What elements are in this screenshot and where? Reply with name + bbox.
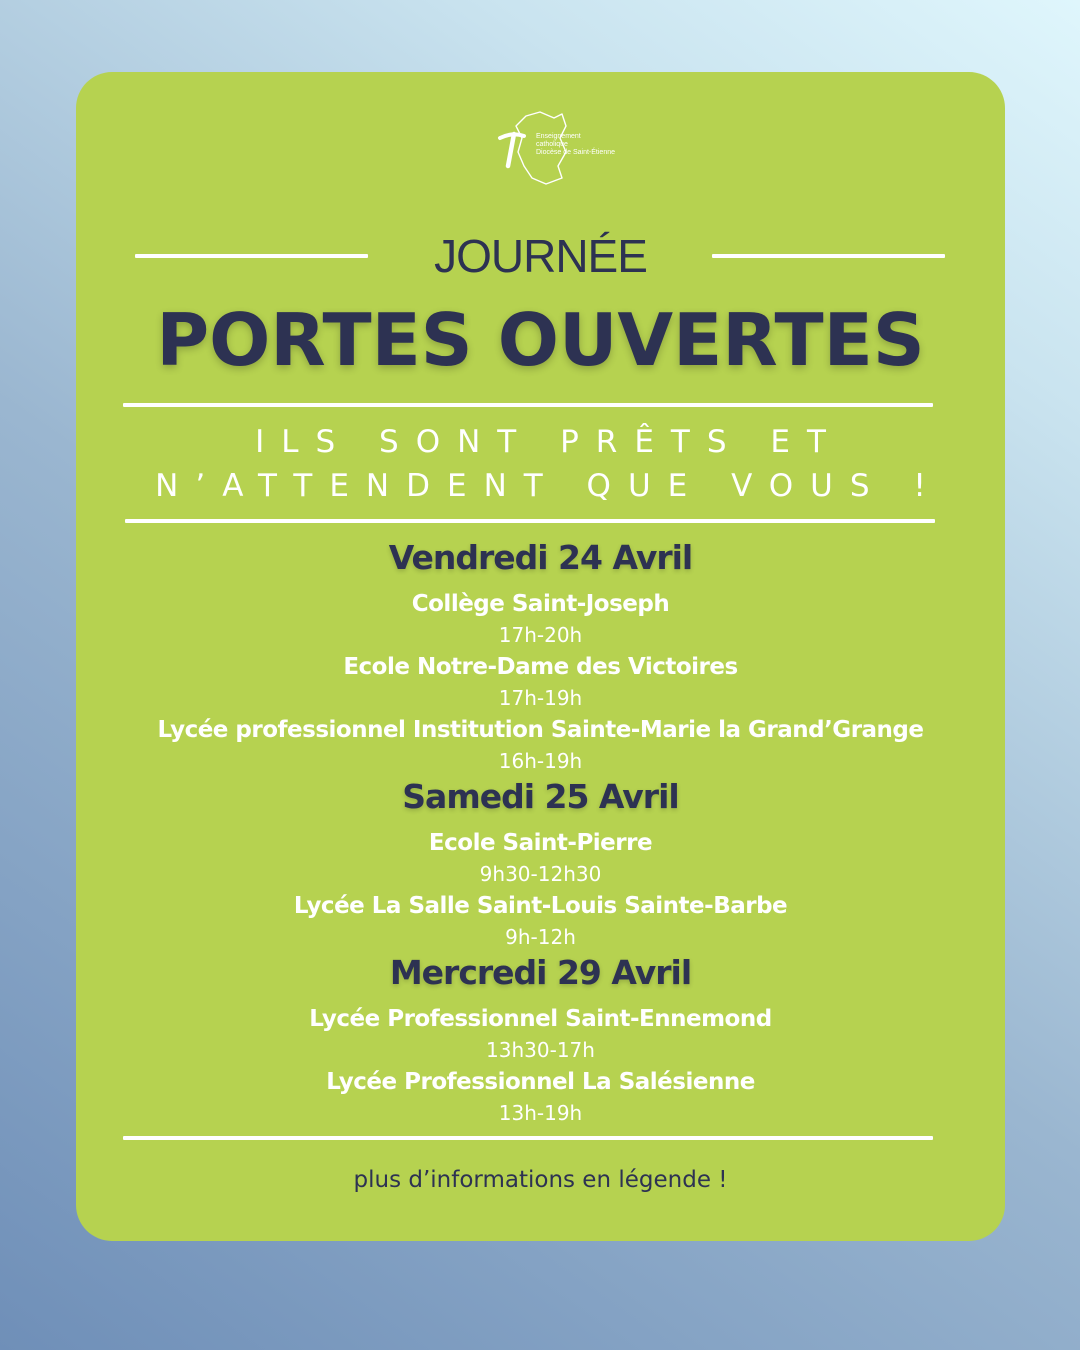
day-block [76, 777, 1005, 953]
divider-bottom [123, 1136, 933, 1140]
event-hours: 9h-12h [505, 925, 576, 949]
event-hours: 13h-19h [498, 1101, 583, 1125]
day-block [76, 953, 1005, 1129]
event-hours: 9h30-12h30 [479, 862, 602, 886]
day-block [76, 538, 1005, 777]
school-name: Lycée Professionnel Saint-Ennemond [309, 1006, 772, 1032]
school-name: Ecole Notre-Dame des Victoires [343, 654, 738, 680]
school-name: Lycée La Salle Saint-Louis Sainte-Barbe [293, 893, 788, 919]
tagline-line-1: ILS SONT PRÊTS ET [255, 424, 843, 460]
day-heading: Samedi 25 Avril [402, 777, 679, 816]
day-heading: Vendredi 24 Avril [388, 538, 693, 577]
day-heading: Mercredi 29 Avril [389, 953, 692, 992]
event-hours: 17h-19h [498, 686, 583, 710]
logo-text: Enseignement catholique Diocèse de Saint-Étienne [536, 133, 615, 156]
page-title: PORTES OUVERTES [156, 298, 925, 382]
footer-note: plus d’informations en légende ! [353, 1167, 728, 1193]
event-hours: 13h30-17h [486, 1038, 595, 1062]
divider-under-tagline [125, 519, 935, 523]
tagline-line-2: N’ATTENDENT QUE VOUS ! [155, 468, 943, 504]
school-name: Ecole Saint-Pierre [428, 830, 653, 856]
divider-under-title [123, 403, 933, 407]
school-name: Lycée Professionnel La Salésienne [326, 1069, 755, 1095]
schedule [76, 538, 1005, 1129]
school-name: Lycée professionnel Institution Sainte-Marie la Grand’Grange [157, 717, 924, 743]
diocese-logo [496, 108, 615, 188]
poster-card [76, 72, 1005, 1241]
event-hours: 16h-19h [498, 749, 583, 773]
pre-title: JOURNÉE [434, 230, 647, 282]
school-name: Collège Saint-Joseph [411, 591, 670, 617]
tagline [76, 420, 1005, 508]
event-hours: 17h-20h [498, 623, 583, 647]
